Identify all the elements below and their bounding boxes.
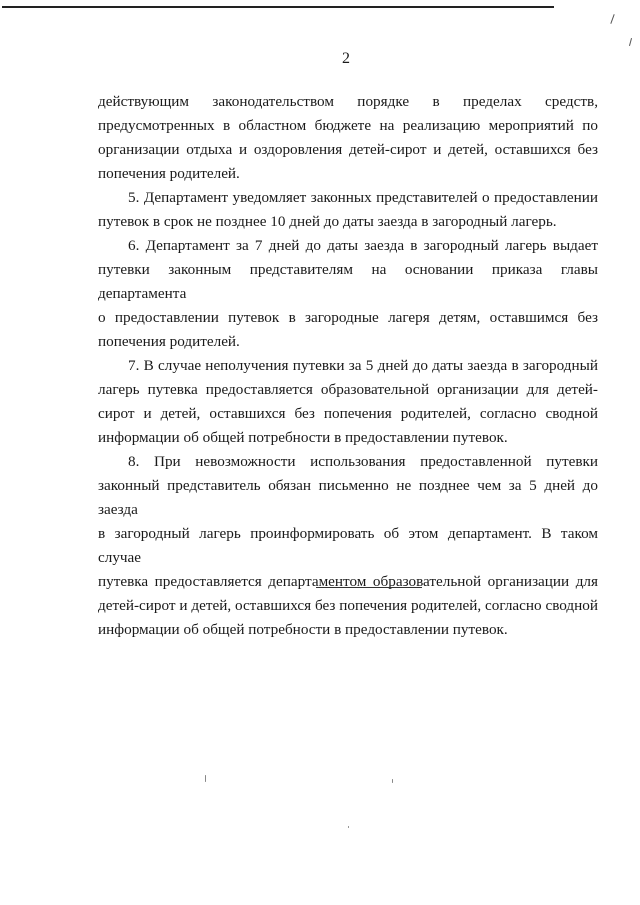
text-line: путевок в срок не позднее 10 дней до даты заезда в загородный лагерь. bbox=[98, 213, 557, 230]
text-line: попечения родителей. bbox=[98, 333, 240, 350]
paragraph bbox=[98, 90, 598, 186]
top-border-line bbox=[2, 6, 554, 8]
text-line: 7. В случае неполучения путевки за 5 дней до даты заезда в загородный bbox=[128, 357, 598, 374]
text-line: 6. Департамент за 7 дней до даты заезда в загородный лагерь выдает bbox=[128, 237, 598, 254]
document-body bbox=[98, 90, 598, 642]
text-line: 8. При невозможности использования предоставленной путевки bbox=[128, 453, 598, 470]
scan-artifact bbox=[610, 14, 614, 24]
scan-speck bbox=[348, 826, 349, 828]
closing-divider-line bbox=[316, 587, 422, 588]
text-line: путевки законным представителям на основании приказа главы департамента bbox=[98, 261, 598, 302]
text-line: в загородный лагерь проинформировать об этом департамент. В таком случае bbox=[98, 525, 598, 566]
scan-artifact bbox=[629, 38, 632, 46]
text-line: законный представитель обязан письменно не позднее чем за 5 дней до заезда bbox=[98, 477, 598, 518]
text-line: действующим законодательством порядке в пределах средств, bbox=[98, 93, 598, 110]
paragraph bbox=[98, 186, 598, 234]
text-line: 5. Департамент уведомляет законных представителей о предоставлении bbox=[128, 189, 598, 206]
paragraph bbox=[98, 450, 598, 642]
text-line: информации об общей потребности в предоставлении путевок. bbox=[98, 429, 508, 446]
text-line: предусмотренных в областном бюджете на реализацию мероприятий по bbox=[98, 117, 598, 134]
text-line: детей-сирот и детей, оставшихся без попечения родителей, согласно сводной bbox=[98, 597, 598, 614]
paragraph bbox=[98, 354, 598, 450]
text-line: попечения родителей. bbox=[98, 165, 240, 182]
paragraph bbox=[98, 234, 598, 354]
text-line: о предоставлении путевок в загородные лагеря детям, оставшимся без bbox=[98, 309, 598, 326]
scan-speck bbox=[392, 779, 393, 783]
text-line: путевка предоставляется департаментом образовательной организации для bbox=[98, 573, 598, 590]
text-line: информации об общей потребности в предоставлении путевок. bbox=[98, 621, 508, 638]
text-line: сирот и детей, оставшихся без попечения родителей, согласно сводной bbox=[98, 405, 598, 422]
scan-speck bbox=[205, 775, 206, 782]
text-line: лагерь путевка предоставляется образовательной организации для детей- bbox=[98, 381, 598, 398]
page-number: 2 bbox=[342, 50, 350, 67]
text-line: организации отдыха и оздоровления детей-сирот и детей, оставшихся без bbox=[98, 141, 598, 158]
